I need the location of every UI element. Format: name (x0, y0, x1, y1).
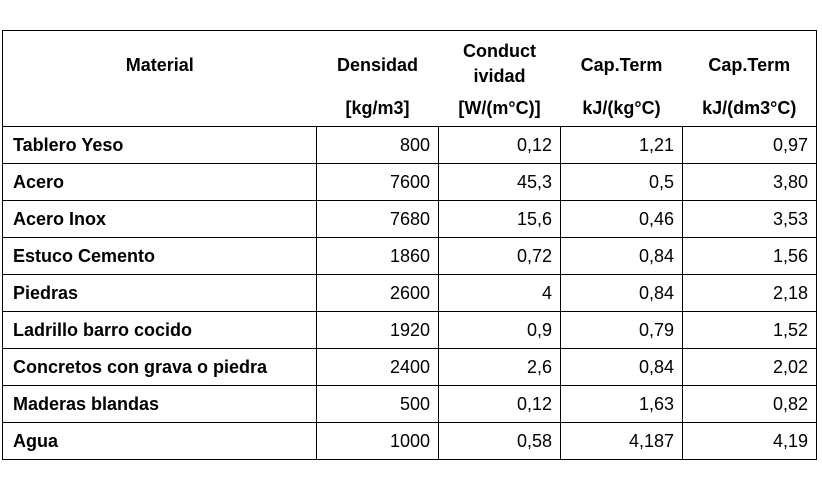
col-header-densidad: Densidad (317, 31, 439, 91)
cap-term-dm3-cell: 4,19 (683, 423, 817, 460)
col-unit-conductividad: [W/(m°C)] (439, 91, 561, 127)
table-row (3, 127, 817, 164)
col-header-conductividad: Conductividad (439, 31, 561, 91)
densidad-cell: 800 (317, 127, 439, 164)
cap-term-kg-cell: 0,84 (561, 275, 683, 312)
material-cell: Tablero Yeso (3, 127, 317, 164)
conductividad-cell: 4 (439, 275, 561, 312)
conductividad-cell: 0,9 (439, 312, 561, 349)
cap-term-kg-cell: 4,187 (561, 423, 683, 460)
cap-term-dm3-cell: 1,52 (683, 312, 817, 349)
table-row (3, 349, 817, 386)
cap-term-kg-cell: 0,5 (561, 164, 683, 201)
cap-term-kg-cell: 0,84 (561, 349, 683, 386)
col-header-cap-term-dm3: Cap.Term (683, 31, 817, 91)
cap-term-kg-cell: 0,46 (561, 201, 683, 238)
table-row (3, 312, 817, 349)
table-row (3, 423, 817, 460)
cap-term-kg-cell: 1,21 (561, 127, 683, 164)
cap-term-dm3-cell: 3,80 (683, 164, 817, 201)
cap-term-dm3-cell: 1,56 (683, 238, 817, 275)
densidad-cell: 1920 (317, 312, 439, 349)
col-header-material: Material (3, 31, 317, 91)
cap-term-kg-cell: 0,79 (561, 312, 683, 349)
conductividad-cell: 0,12 (439, 386, 561, 423)
col-unit-densidad: [kg/m3] (317, 91, 439, 127)
densidad-cell: 7600 (317, 164, 439, 201)
col-header-cap-term-kg: Cap.Term (561, 31, 683, 91)
table-row (3, 386, 817, 423)
table-row (3, 238, 817, 275)
material-cell: Acero (3, 164, 317, 201)
densidad-cell: 2600 (317, 275, 439, 312)
conductividad-cell: 0,72 (439, 238, 561, 275)
material-cell: Ladrillo barro cocido (3, 312, 317, 349)
cap-term-kg-cell: 0,84 (561, 238, 683, 275)
conductividad-cell: 0,12 (439, 127, 561, 164)
cap-term-dm3-cell: 0,97 (683, 127, 817, 164)
col-unit-material (3, 91, 317, 127)
densidad-cell: 500 (317, 386, 439, 423)
materials-table (2, 30, 817, 460)
col-unit-cap-term-dm3: kJ/(dm3°C) (683, 91, 817, 127)
material-cell: Concretos con grava o piedra (3, 349, 317, 386)
densidad-cell: 2400 (317, 349, 439, 386)
conductividad-cell: 2,6 (439, 349, 561, 386)
cap-term-dm3-cell: 2,18 (683, 275, 817, 312)
cap-term-dm3-cell: 3,53 (683, 201, 817, 238)
material-cell: Estuco Cemento (3, 238, 317, 275)
material-cell: Maderas blandas (3, 386, 317, 423)
col-unit-cap-term-kg: kJ/(kg°C) (561, 91, 683, 127)
table-row (3, 275, 817, 312)
conductividad-cell: 45,3 (439, 164, 561, 201)
table-row (3, 201, 817, 238)
material-cell: Agua (3, 423, 317, 460)
cap-term-dm3-cell: 0,82 (683, 386, 817, 423)
cap-term-kg-cell: 1,63 (561, 386, 683, 423)
material-cell: Piedras (3, 275, 317, 312)
densidad-cell: 1000 (317, 423, 439, 460)
conductividad-cell: 0,58 (439, 423, 561, 460)
densidad-cell: 7680 (317, 201, 439, 238)
cap-term-dm3-cell: 2,02 (683, 349, 817, 386)
material-cell: Acero Inox (3, 201, 317, 238)
table-row (3, 164, 817, 201)
conductividad-cell: 15,6 (439, 201, 561, 238)
densidad-cell: 1860 (317, 238, 439, 275)
